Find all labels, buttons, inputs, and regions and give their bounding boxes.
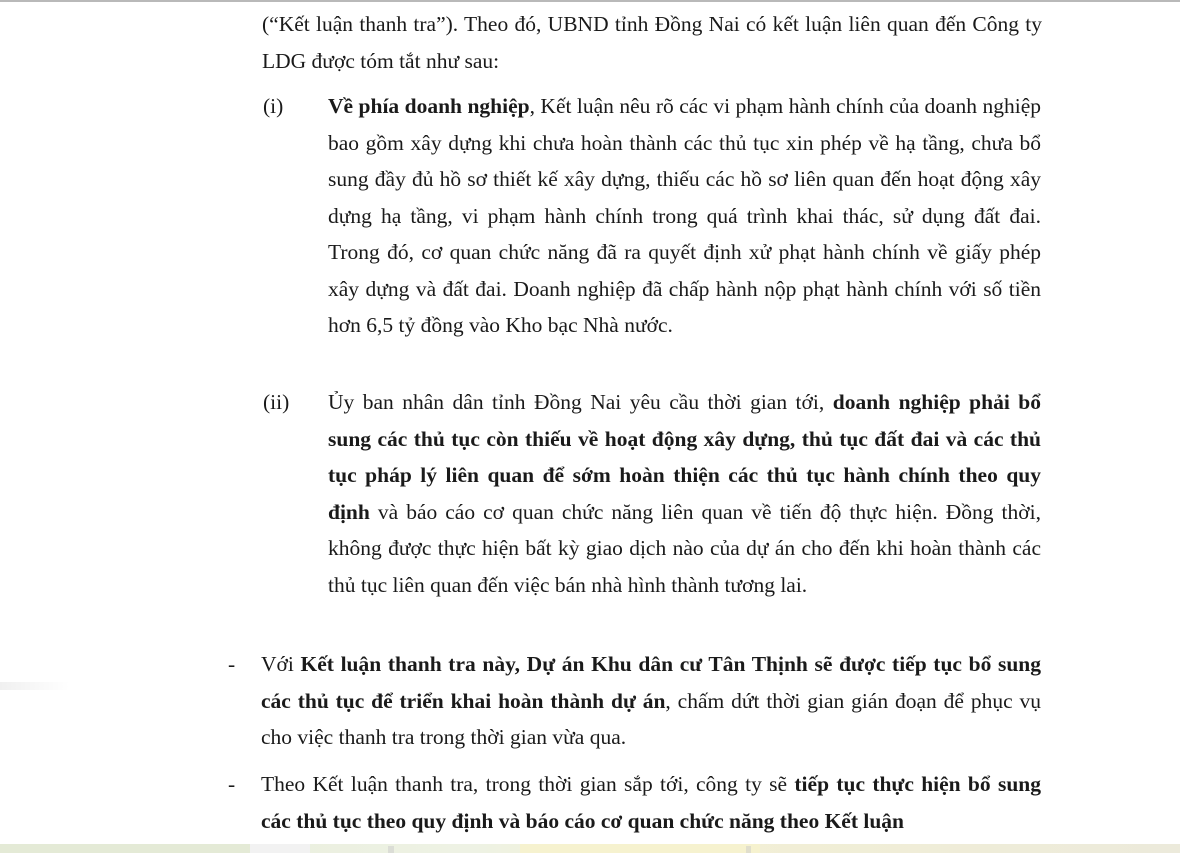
item-ii-text: và báo cáo cơ quan chức năng liên quan về tiến độ thực hiện. Đồng thời, không được thực hiện bất kỳ giao dịch nào của dự án cho đến khi hoàn thành các thủ tục liên quan đến việc bán nhà hình thành tương lai.: [328, 499, 1041, 597]
next-line-glyph-peek-1: [388, 846, 394, 853]
scan-artifact-left: [0, 682, 70, 690]
item-ii-bold: doanh nghiệp phải bổ sung các thủ tục còn thiếu về hoạt động xây dựng, thủ tục đất đai và các thủ tục pháp lý liên quan để sớm hoàn thiện các thủ tục hành chính theo quy định: [328, 390, 1042, 524]
next-line-glyph-peek-2: [746, 846, 751, 853]
bullet-1-text: , chấm dứt thời gian gián đoạn để phục vụ cho việc thanh tra trong thời gian vừa qua.: [261, 688, 1041, 749]
bullet-1-paragraph: [261, 646, 1041, 756]
item-marker-ii: (ii): [263, 390, 290, 414]
bullet-marker-1: -: [228, 652, 236, 676]
band-segment-highlight: [520, 844, 760, 853]
item-i-paragraph: [328, 88, 1041, 344]
item-ii-paragraph: [328, 384, 1041, 603]
bullet-1-lead: Với: [261, 652, 301, 676]
intro-paragraph: (“Kết luận thanh tra”). Theo đó, UBND tỉnh Đồng Nai có kết luận liên quan đến Công ty LDG được tóm tắt như sau:: [262, 12, 1042, 73]
bullet-1-bold: Kết luận thanh tra này, Dự án Khu dân cư Tân Thịnh sẽ được tiếp tục bổ sung các thủ tục để triển khai hoàn thành dự án: [261, 652, 1041, 713]
bullet-2-lead: Theo Kết luận thanh tra, trong thời gian sắp tới, công ty sẽ: [261, 772, 795, 796]
item-marker-i: (i): [263, 94, 284, 118]
band-segment-gap: [250, 844, 310, 853]
scan-bottom-band: [0, 844, 1180, 853]
band-segment-left: [0, 844, 250, 853]
bullet-marker-2: -: [228, 772, 236, 796]
item-i-bold-lead: Về phía doanh nghiệp: [328, 94, 530, 118]
item-ii-lead: Ủy ban nhân dân tỉnh Đồng Nai yêu cầu thời gian tới,: [328, 390, 833, 414]
bullet-2-bold: tiếp tục thực hiện bổ sung các thủ tục theo quy định và báo cáo cơ quan chức năng theo Kết luận: [261, 772, 1041, 833]
bullet-2-paragraph: [261, 766, 1041, 839]
item-i-text: , Kết luận nêu rõ các vi phạm hành chính của doanh nghiệp bao gồm xây dựng khi chưa hoàn thành các thủ tục xin phép về hạ tầng, chưa bổ sung đầy đủ hồ sơ thiết kế xây dựng, thiếu các hồ sơ liên quan đến hoạt động xây dựng hạ tầng, vi phạm hành chính trong quá trình khai thác, sử dụng đất đai. Trong đó, cơ quan chức năng đã ra quyết định xử phạt hành chính về giấy phép xây dựng và đất đai. Doanh nghiệp đã chấp hành nộp phạt hành chính với số tiền hơn 6,5 tỷ đồng vào Kho bạc Nhà nước.: [328, 94, 1042, 337]
